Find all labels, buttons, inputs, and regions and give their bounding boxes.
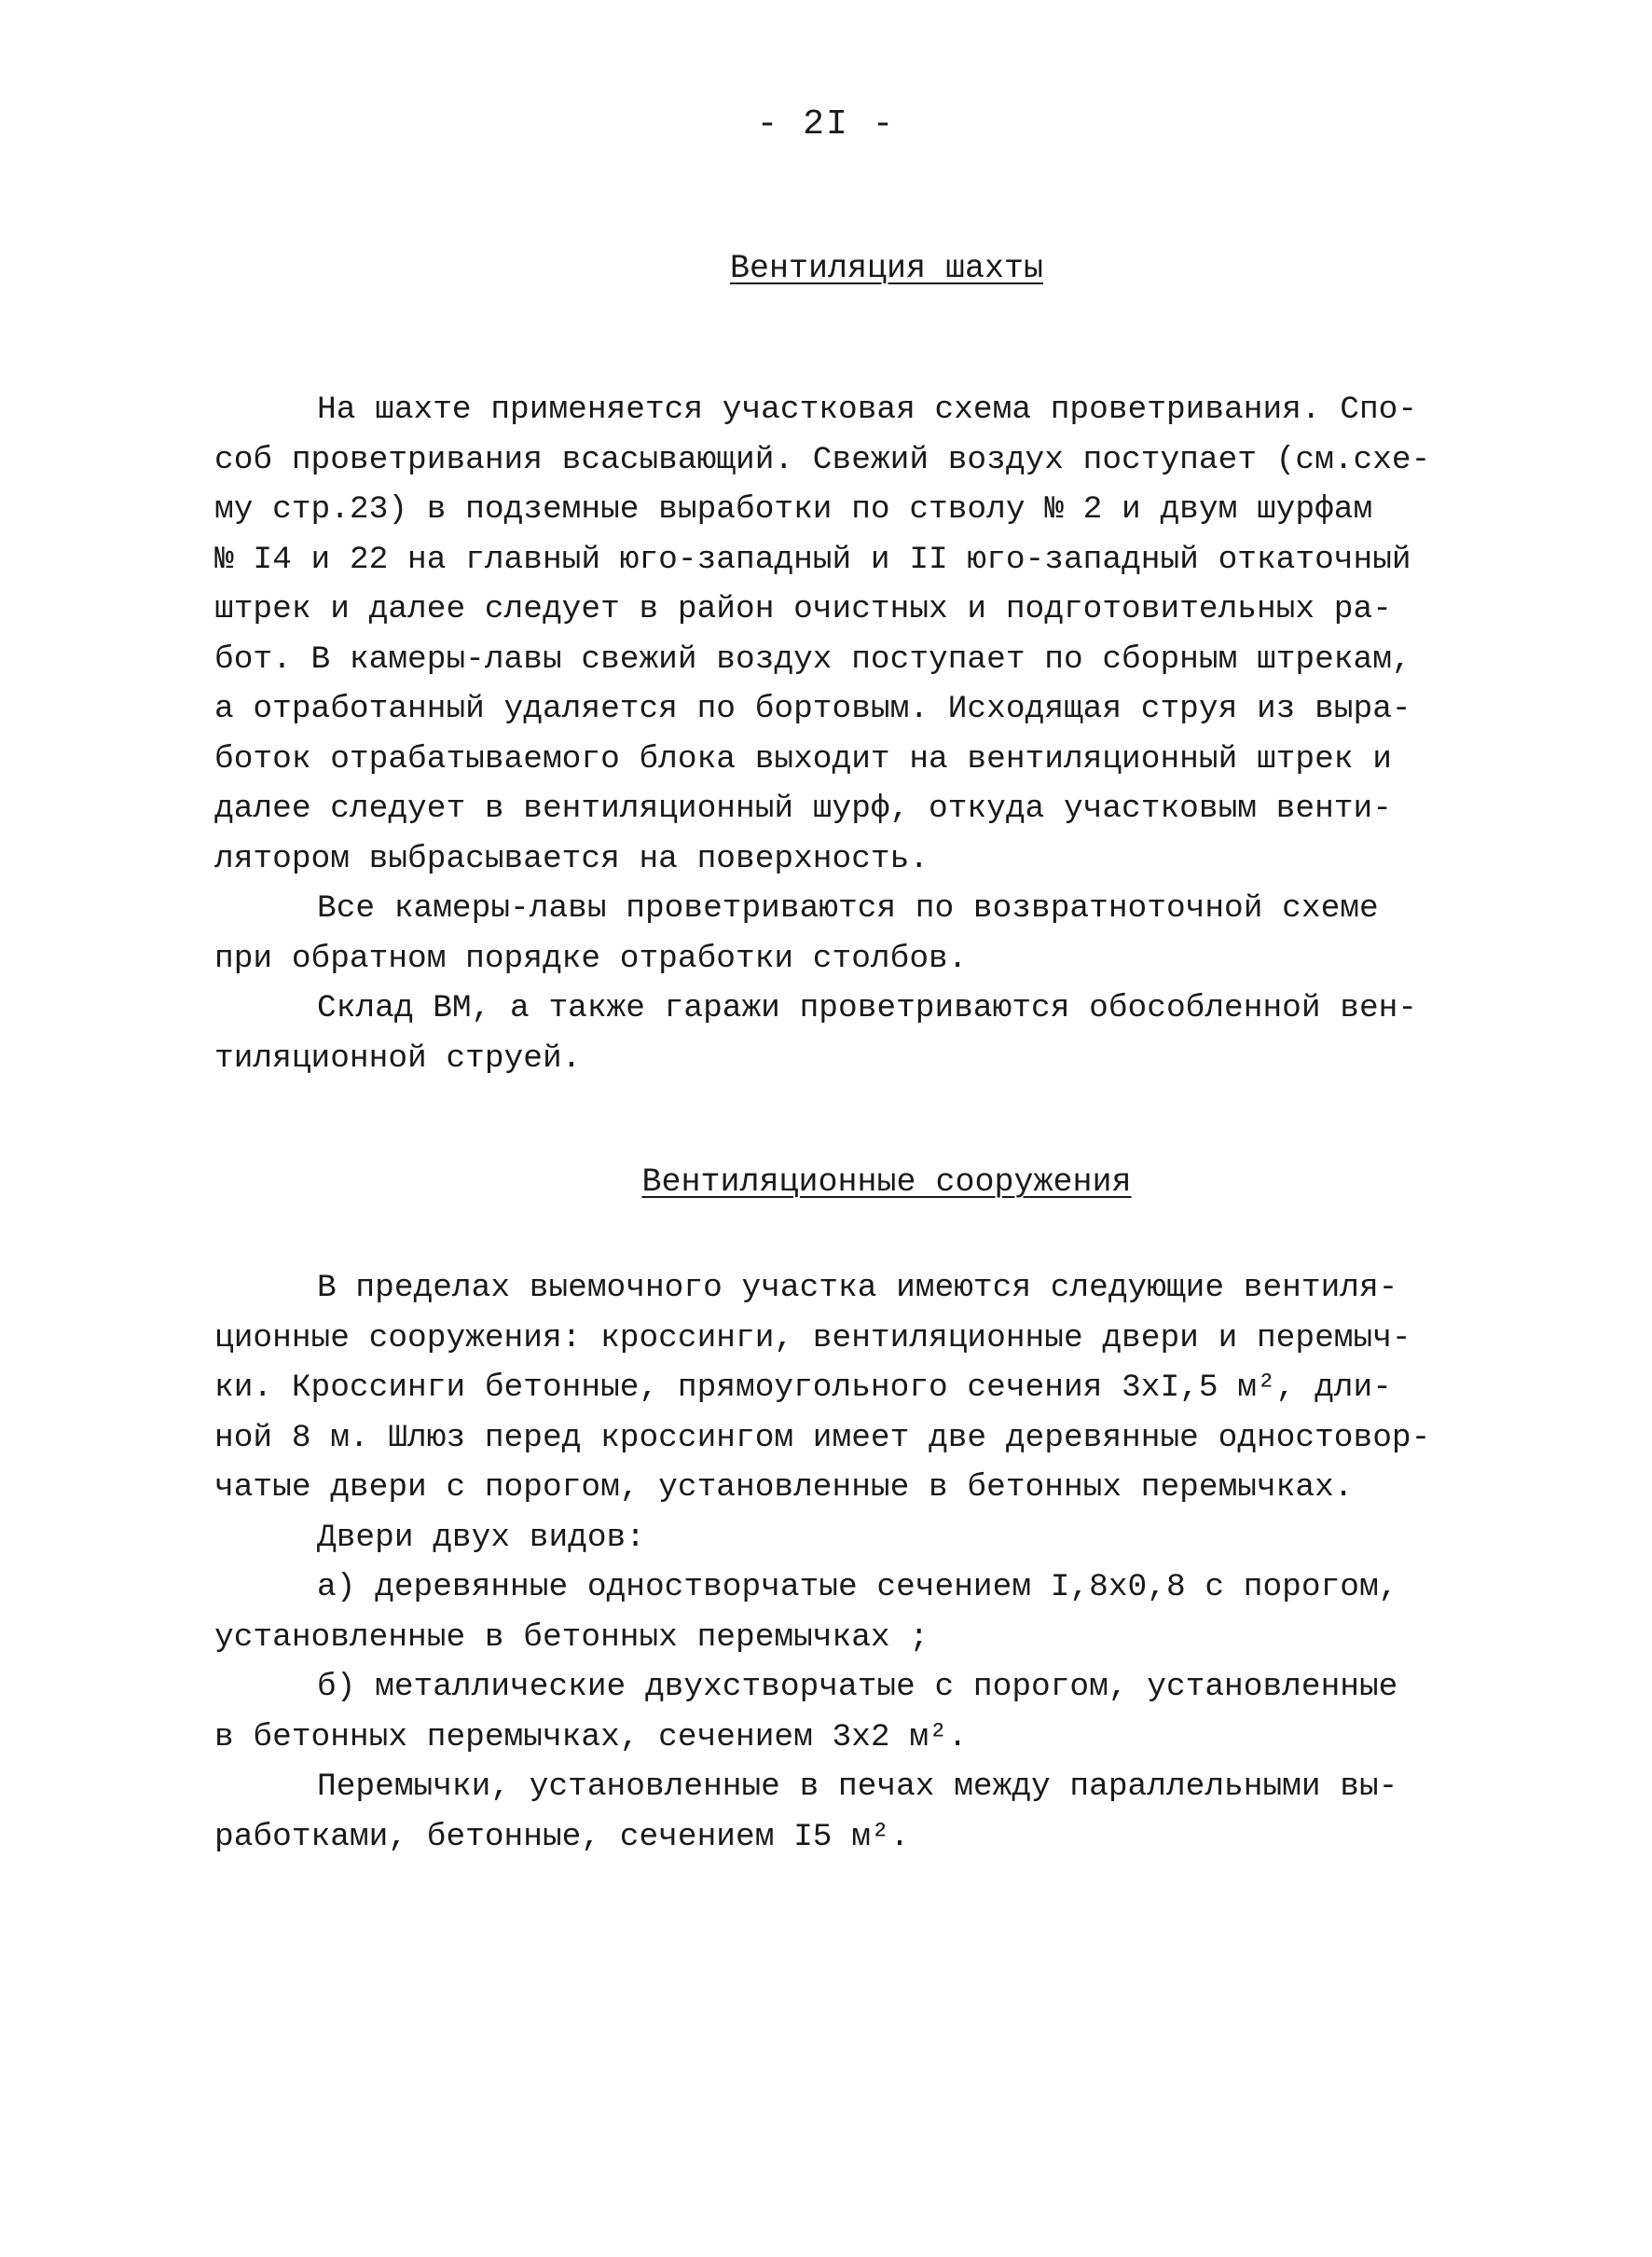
text-line: в бетонных перемычках, сечением 3х2 м². <box>214 1718 968 1755</box>
text-line: Двери двух видов: <box>317 1519 645 1556</box>
text-line: штрек и далее следует в район очистных и подготовительных ра- <box>214 591 1392 627</box>
text-line: В пределах выемочного участка имеются следующие вентиля- <box>317 1270 1398 1306</box>
section-heading-ventilation <box>0 250 1652 287</box>
text-line: б) металлические двухстворчатые с порогом, установленные <box>317 1669 1398 1705</box>
text-line: а) деревянные одностворчатые сечением I,8х0,8 с порогом, <box>317 1569 1398 1605</box>
text-line: тиляционной струей. <box>214 1039 582 1077</box>
text-line: ной 8 м. Шлюз перед кроссингом имеет две деревянные одностовор- <box>214 1419 1431 1456</box>
text-line: установленные в бетонных перемычках ; <box>214 1618 929 1656</box>
text-line: чатые двери с порогом, установленные в бетонных перемычках. <box>214 1469 1354 1506</box>
text-line: Склад ВМ, а также гаражи проветриваются обособленной вен- <box>317 990 1418 1026</box>
text-line: бот. В камеры-лавы свежий воздух поступает по сборным штрекам, <box>214 640 1411 678</box>
text-line: ки. Кроссинги бетонные, прямоугольного сечения 3хI,5 м², дли- <box>214 1369 1392 1406</box>
text-line: соб проветривания всасывающий. Свежий воздух поступает (см.схе- <box>214 441 1431 478</box>
text-line: № I4 и 22 на главный юго-западный и II юго-западный откаточный <box>214 541 1411 578</box>
text-line: боток отрабатываемого блока выходит на вентиляционный штрек и <box>214 740 1392 778</box>
structures-paragraphs <box>214 1263 1464 1862</box>
text-line: работками, бетонные, сечением I5 м². <box>214 1818 910 1855</box>
text-line: далее следует в вентиляционный шурф, откуда участковым венти- <box>214 791 1392 827</box>
text-line: Перемычки, установленные в печах между параллельными вы- <box>317 1768 1398 1805</box>
text-line: а отработанный удаляется по бортовым. Исходящая струя из выра- <box>214 691 1411 727</box>
ventilation-paragraphs <box>214 385 1464 1083</box>
text-line: му стр.23) в подземные выработки по стволу № 2 и двум шурфам <box>214 491 1373 528</box>
section-title: Вентиляционные сооружения <box>641 1163 1132 1201</box>
page-number: - 2I - <box>756 104 896 145</box>
text-line: ционные сооружения: кроссинги, вентиляционные двери и перемыч- <box>214 1319 1411 1356</box>
text-line: На шахте применяется участковая схема проветривания. Спо- <box>317 392 1418 428</box>
section-heading-structures <box>0 1163 1652 1201</box>
text-line: при обратном порядке отработки столбов. <box>214 940 968 977</box>
text-line: лятором выбрасывается на поверхность. <box>214 840 929 877</box>
section-title: Вентиляция шахты <box>729 250 1044 287</box>
text-line: Все камеры-лавы проветриваются по возвратноточной схеме <box>317 890 1379 927</box>
